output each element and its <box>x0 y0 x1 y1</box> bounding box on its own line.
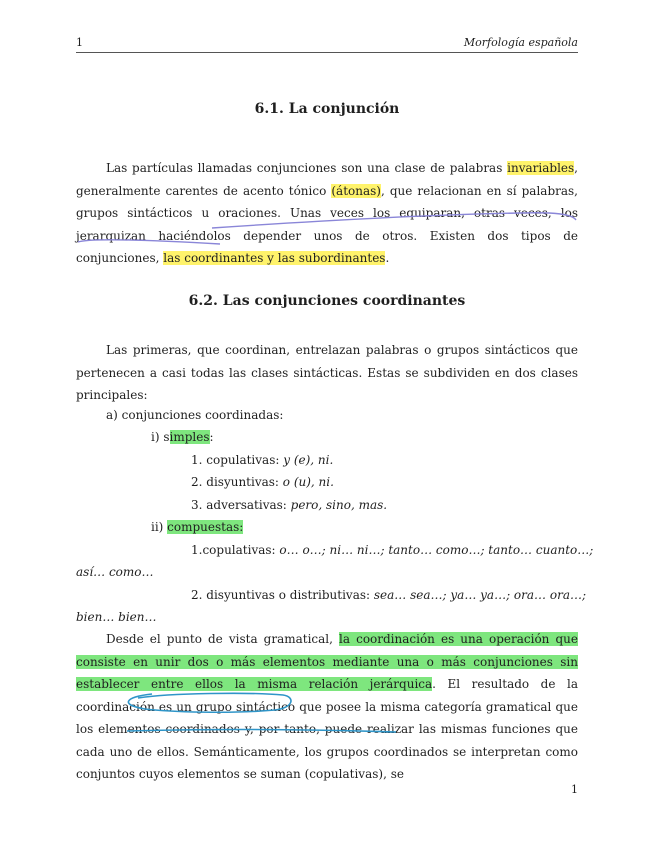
highlight-invariables: invariables <box>507 161 575 175</box>
list-item-copulativas <box>191 449 333 472</box>
header-running-title: Morfología española <box>463 36 578 49</box>
item-label: 2. disyuntivas o distributivas: <box>191 588 374 602</box>
list-marker: i) s <box>151 430 170 444</box>
item-label: 1. copulativas: <box>191 453 284 467</box>
list-item-adversativas <box>191 494 387 517</box>
list-item-compuestas <box>151 516 243 539</box>
highlight-definicion: la coordinación es una operación que consiste en unir dos o más elementos mediante una o más conjunciones sin establecer entre ellos la misma relación jerárquica <box>76 632 578 691</box>
text-segment: , generalmente carentes de acento tónico <box>76 161 578 198</box>
highlight-simples: imples <box>169 430 210 444</box>
section-heading-conjuncion: 6.1. La conjunción <box>254 101 400 117</box>
list-item-simples <box>151 426 214 449</box>
item-value: sea… sea…; ya… ya…; ora… ora…; <box>373 588 587 602</box>
running-header <box>76 36 578 53</box>
text-segment: . <box>385 251 390 265</box>
item-label: 3. adversativas: <box>191 498 291 512</box>
paragraph-conjuncion <box>76 157 578 270</box>
item-value: bien… bien… <box>76 610 157 624</box>
item-value: y (e), ni. <box>283 453 334 467</box>
highlight-tipos: las coordinantes y las subordinantes <box>163 251 386 265</box>
header-page-number: 1 <box>76 36 83 49</box>
item-label: 2. disyuntivas: <box>191 475 283 489</box>
list-item-compuestas-copulativas <box>191 539 594 562</box>
item-value: así… como… <box>76 565 154 579</box>
item-value: o (u), ni. <box>282 475 334 489</box>
paragraph-coordinantes: Las primeras, que coordinan, entrelazan palabras o grupos sintácticos que pertenecen a casi todas las clases sintácticas. Estas se subdividen en dos clases principales: <box>76 343 578 402</box>
list-item-continuation <box>76 561 154 584</box>
text-segment: Las partículas llamadas conjunciones son una clase de palabras <box>106 161 508 175</box>
text-segment: , que relacionan en sí palabras, grupos sintácticos u oraciones. Unas veces los equiparan, otras veces, los jerarquizan haciéndolos depender unos de otros. Existen dos tipos de conjunciones, <box>76 183 578 265</box>
list-item-a: a) conjunciones coordinadas: <box>106 408 284 422</box>
text-segment: Desde el punto de vista gramatical, <box>106 632 340 646</box>
highlight-compuestas: compuestas: <box>167 520 244 534</box>
section-heading-coordinantes: 6.2. Las conjunciones coordinantes <box>188 293 466 309</box>
item-value: pero, sino, mas. <box>290 498 388 512</box>
text-segment: . El resultado de la coordinación es un grupo sintáctico que posee la misma categoría gramatical que los elementos coordinados y, por tanto, puede realizar las mismas funciones que cada uno de ellos. Semánticamente, los grupos coordinados se interpretan como conjuntos cuyos elementos se suman (copulativas), se <box>76 677 578 781</box>
list-marker: ii) <box>151 520 168 534</box>
item-value: o… o…; ni… ni…; tanto… como…; tanto… cuanto…; <box>279 543 594 557</box>
item-label: 1.copulativas: <box>191 543 280 557</box>
list-colon: : <box>209 430 214 444</box>
footer-page-number: 1 <box>571 783 578 796</box>
list-item-distributivas <box>191 584 587 607</box>
list-item-continuation <box>76 606 157 629</box>
paragraph-coordinacion <box>76 628 578 786</box>
list-item-disyuntivas <box>191 471 334 494</box>
highlight-atonas: (átonas) <box>331 183 381 198</box>
